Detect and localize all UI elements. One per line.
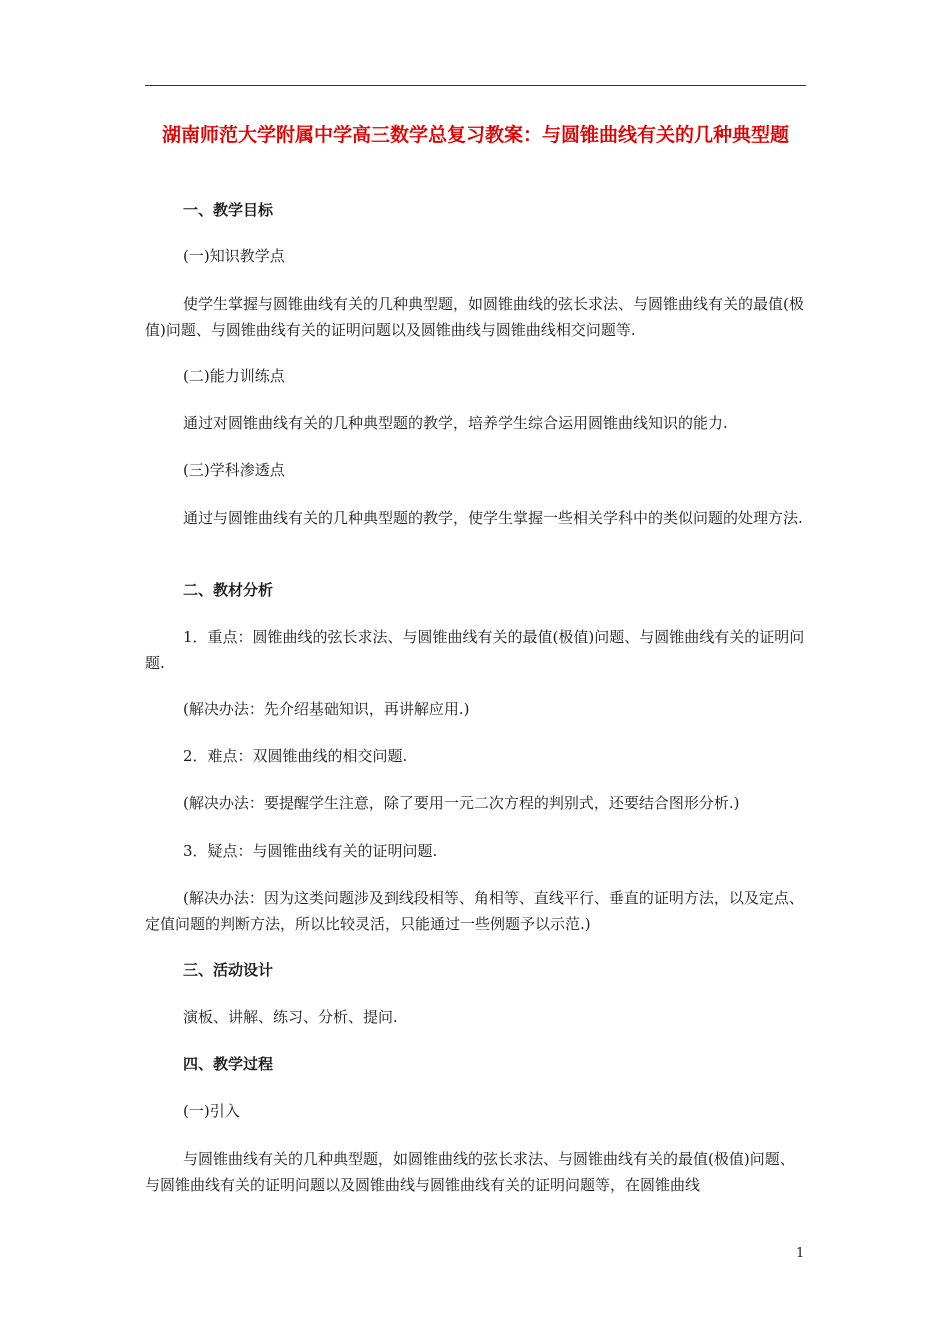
paragraph: (解决办法：因为这类问题涉及到线段相等、角相等、直线平行、垂直的证明方法，以及定点、定值问题的判断方法，所以比较灵活，只能通过一些例题予以示范.): [145, 889, 804, 933]
document-title: 湖南师范大学附属中学高三数学总复习教案：与圆锥曲线有关的几种典型题: [161, 124, 789, 146]
paragraph: 1．重点：圆锥曲线的弦长求法、与圆锥曲线有关的最值(极值)问题、与圆锥曲线有关的证明问题.: [145, 628, 805, 672]
paragraph: 通过对圆锥曲线有关的几种典型题的教学，培养学生综合运用圆锥曲线知识的能力.: [183, 414, 728, 432]
paragraph: 与圆锥曲线有关的几种典型题，如圆锥曲线的弦长求法、与圆锥曲线有关的最值(极值)问题、与圆锥曲线有关的证明问题以及圆锥曲线与圆锥曲线有关的证明问题等，在圆锥曲线: [145, 1150, 795, 1194]
section-heading: 三、活动设计: [183, 961, 274, 979]
paragraph: 使学生掌握与圆锥曲线有关的几种典型题，如圆锥曲线的弦长求法、与圆锥曲线有关的最值(极值)问题、与圆锥曲线有关的证明问题以及圆锥曲线与圆锥曲线相交问题等.: [145, 295, 804, 339]
subheading: (二)能力训练点: [183, 367, 285, 385]
subheading: (三)学科渗透点: [183, 461, 285, 479]
section-heading: 四、教学过程: [183, 1055, 274, 1073]
paragraph: 通过与圆锥曲线有关的几种典型题的教学，使学生掌握一些相关学科中的类似问题的处理方法.: [183, 509, 803, 527]
page-number: 1: [796, 1246, 805, 1261]
paragraph: 3．疑点：与圆锥曲线有关的证明问题.: [183, 842, 438, 860]
subheading: (一)知识教学点: [183, 247, 285, 265]
section-heading: 一、教学目标: [183, 201, 274, 219]
paragraph: (解决办法：先介绍基础知识，再讲解应用.): [183, 700, 470, 718]
paragraph: 演板、讲解、练习、分析、提问.: [183, 1008, 398, 1026]
header-rule: [145, 85, 806, 86]
section-heading: 二、教材分析: [183, 581, 274, 599]
paragraph: 2．难点：双圆锥曲线的相交问题.: [183, 747, 408, 765]
subheading: (一)引入: [183, 1102, 240, 1120]
paragraph: (解决办法：要提醒学生注意，除了要用一元二次方程的判别式，还要结合图形分析.): [183, 794, 740, 812]
